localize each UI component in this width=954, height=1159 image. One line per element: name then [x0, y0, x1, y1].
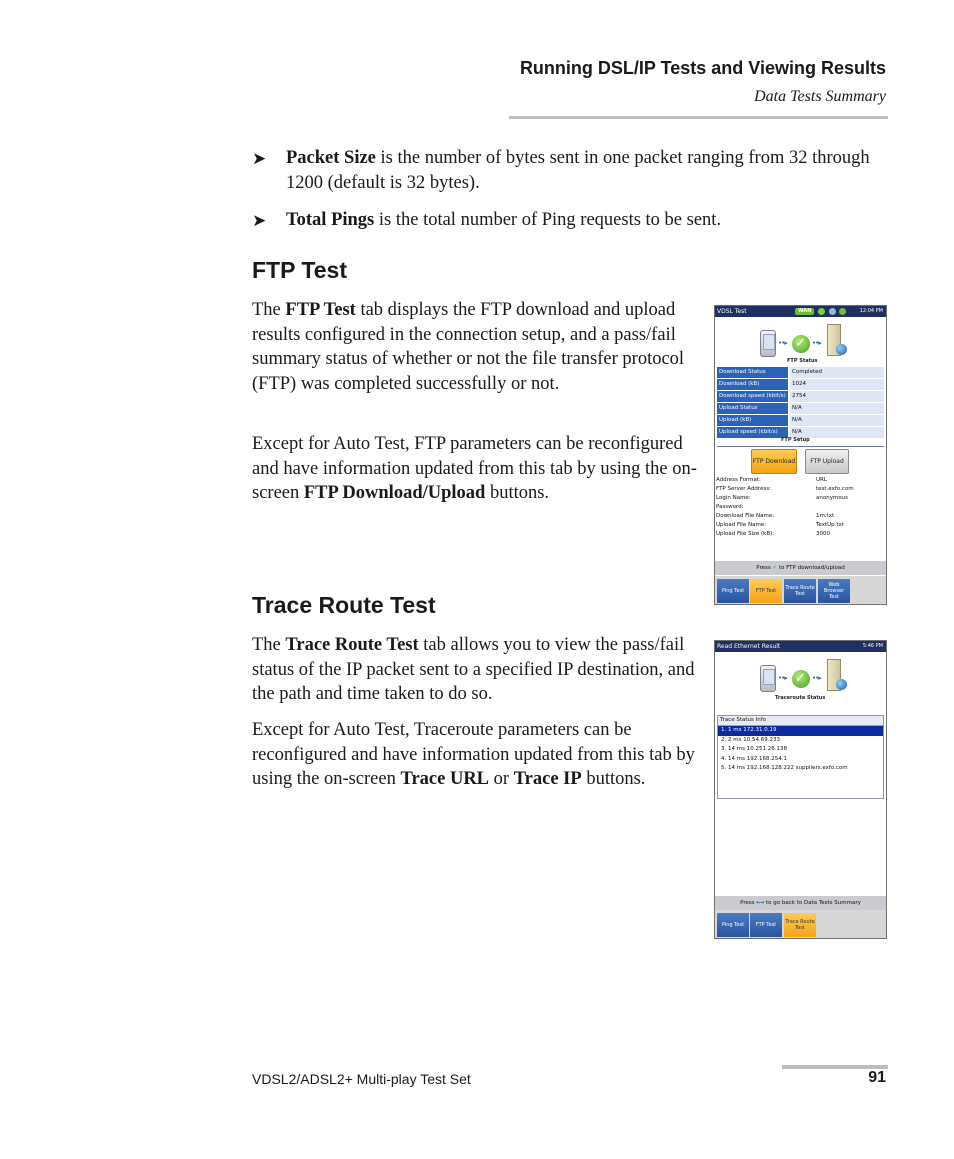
para-text: The [252, 300, 286, 320]
ftp-paragraph-2 [252, 432, 707, 506]
result-label: Download Status [717, 367, 788, 378]
para-text: or [489, 769, 514, 790]
trace-hop-row[interactable]: 1. 1 ms 172.31.0.19 [718, 726, 883, 736]
tab-trace-route-test[interactable]: Trace Route Test [784, 913, 816, 937]
bullet-packet-size [252, 146, 888, 196]
section-divider [717, 446, 884, 447]
traceroute-status-caption: Traceroute Status [775, 695, 826, 701]
result-value: 1024 [790, 379, 884, 390]
tab-bar [715, 910, 886, 938]
result-value: N/A [790, 415, 884, 426]
settings-key: Upload File Name: [716, 522, 767, 528]
settings-value: 3000 [816, 531, 830, 537]
signal-icon [829, 308, 836, 315]
back-arrow-icon: ⟷ [756, 900, 765, 906]
page-number: 91 [868, 1069, 886, 1086]
ftp-test-screenshot [714, 305, 887, 605]
arrow-chevrons-icon: ••▸ [812, 339, 821, 347]
settings-value: 1m.txt [816, 513, 835, 519]
link-icon [839, 308, 846, 315]
trace-paragraph-1 [252, 633, 707, 707]
bullet-text: is the total number of Ping requests to be sent. [374, 210, 722, 230]
trace-hop-row[interactable]: 3. 14 ms 10.251.26.138 [721, 746, 787, 752]
screen-title: Read Ethernet Result [717, 643, 781, 650]
trace-hop-row[interactable]: 5. 14 ms 192.168.128.222 suppliers.exfo.com [721, 765, 848, 771]
pass-check-icon: ✓ [792, 335, 810, 353]
result-value: N/A [790, 403, 884, 414]
para-text: Except for Auto Test, Traceroute parameters can be reconfigured and have information updated from this tab by using the on-screen [252, 720, 695, 790]
settings-value: TextUp.txt [816, 522, 844, 528]
trace-route-screenshot [714, 640, 887, 939]
globe-icon [836, 344, 847, 355]
message-text: to go back to Data Tests Summary [766, 900, 861, 906]
result-row [717, 367, 884, 379]
settings-row [715, 503, 886, 512]
ftp-status-caption: FTP Status [787, 358, 818, 364]
para-text: tab displays the FTP download and upload results configured in the connection setup, and a pass/fail summary status of whether or not the file transfer protocol (FTP) was completed successfully or not. [252, 300, 685, 394]
tab-ftp-test[interactable]: FTP Test [750, 579, 782, 603]
para-text: Except for Auto Test, FTP parameters can be reconfigured and have information updated from this tab by using the on-screen [252, 434, 697, 504]
settings-row [715, 512, 886, 521]
bullet-arrow-icon: ➤ [252, 149, 267, 168]
result-row [717, 415, 884, 427]
bullet-term: Packet Size [286, 148, 376, 168]
ftp-test-heading: FTP Test [252, 257, 347, 283]
para-bold: Trace URL [400, 769, 490, 790]
para-text: The [252, 635, 286, 655]
ftp-upload-button[interactable]: FTP Upload [805, 449, 849, 474]
para-text: buttons. [485, 483, 550, 504]
para-bold: Trace Route Test [285, 635, 419, 655]
settings-key: Upload File Size (kB): [716, 531, 775, 537]
para-bold: FTP Test [285, 300, 356, 320]
result-value: 2754 [790, 391, 884, 402]
wan-badge: WAN [795, 308, 814, 315]
para-bold: FTP Download/Upload [303, 483, 486, 504]
result-label: Upload speed (kbit/s) [717, 427, 788, 438]
settings-key: Address Format: [716, 477, 761, 483]
screen-title: VDSL Test [717, 308, 747, 315]
pass-check-icon: ✓ [792, 670, 810, 688]
trace-status-box [717, 715, 884, 799]
header-rule [509, 116, 888, 119]
bullet-term: Total Pings [286, 210, 375, 230]
settings-key: Download File Name: [716, 513, 775, 519]
result-value: N/A [790, 427, 884, 438]
result-label: Upload (kB) [717, 415, 788, 426]
screen-time: 5:46 PM [862, 643, 883, 649]
message-text: Press [756, 565, 771, 571]
bullet-arrow-icon: ➤ [252, 211, 267, 230]
settings-row [715, 485, 886, 494]
result-label: Upload Status [717, 403, 788, 414]
message-bar [715, 896, 886, 910]
globe-icon [836, 679, 847, 690]
message-bar [715, 561, 886, 575]
handheld-device-icon [760, 330, 776, 357]
message-text: to FTP download/upload [778, 565, 845, 571]
settings-value: test.exfo.com [816, 486, 854, 492]
result-row [717, 403, 884, 415]
arrow-chevrons-icon: ••▸ [812, 674, 821, 682]
screen-titlebar [715, 641, 886, 652]
trace-hop-row[interactable]: 2. 2 ms 10.54.69.233 [721, 736, 780, 743]
ftp-results-table [717, 367, 884, 439]
para-text: tab allows you to view the pass/fail status of the IP packet sent to a specified IP destination, and the path and time taken to do so. [252, 635, 695, 705]
result-label: Download speed (kbit/s) [717, 391, 788, 402]
trace-hop-row[interactable]: 4. 14 ms 192.168.254.1 [721, 755, 787, 762]
footer-product-name: VDSL2/ADSL2+ Multi-play Test Set [252, 1071, 471, 1087]
result-row [717, 391, 884, 403]
settings-row [715, 521, 886, 530]
para-text: buttons. [581, 769, 646, 790]
settings-key: Login Name: [716, 495, 751, 501]
tab-ping-test[interactable]: Ping Test [717, 913, 749, 937]
bullet-total-pings [252, 208, 888, 233]
trace-paragraph-2 [252, 718, 707, 792]
para-bold: Trace IP [513, 769, 582, 790]
ftp-setup-caption: FTP Setup [781, 437, 810, 443]
message-text: Press [740, 900, 755, 906]
result-label: Download (kB) [717, 379, 788, 390]
screen-titlebar [715, 306, 886, 317]
arrow-chevrons-icon: ••▸ [778, 674, 787, 682]
screen-time: 12:04 PM [859, 308, 883, 314]
tab-trace-route-test[interactable]: Trace Route Test [784, 579, 816, 603]
ftp-download-button[interactable]: FTP Download [751, 449, 797, 474]
trace-status-header: Trace Status Info [718, 716, 883, 726]
settings-key: FTP Server Address: [716, 486, 772, 492]
settings-value: anonymous [816, 495, 849, 501]
handheld-device-icon [760, 665, 776, 692]
tab-bar [715, 576, 886, 604]
settings-row [715, 494, 886, 503]
running-header-title: Running DSL/IP Tests and Viewing Results [519, 58, 886, 78]
result-row [717, 379, 884, 391]
ftp-paragraph-1 [252, 298, 707, 396]
checkmark-icon: ✓ [772, 565, 778, 571]
settings-row [715, 476, 886, 485]
bullet-text: is the number of bytes sent in one packet ranging from 32 through 1200 (default is 32 bytes). [286, 148, 870, 193]
tab-ftp-test[interactable]: FTP Test [750, 913, 782, 937]
tab-web-browser-test[interactable]: Web Browser Test [818, 579, 850, 603]
tab-ping-test[interactable]: Ping Test [717, 579, 749, 603]
running-header-subtitle: Data Tests Summary [754, 88, 886, 105]
result-value: Completed [790, 367, 884, 378]
status-dot-icon [818, 308, 825, 315]
settings-value: URL [816, 477, 827, 483]
trace-route-heading: Trace Route Test [252, 592, 436, 618]
settings-key: Password: [716, 504, 744, 510]
arrow-chevrons-icon: ••▸ [778, 339, 787, 347]
settings-row [715, 530, 886, 539]
